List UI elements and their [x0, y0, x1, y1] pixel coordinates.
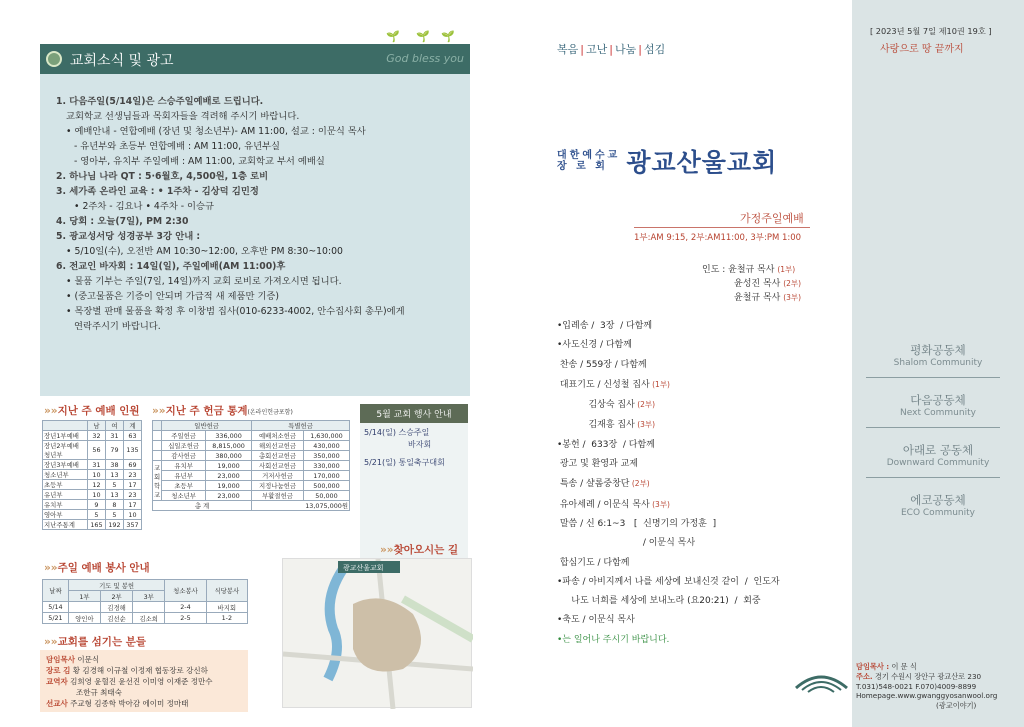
order-item [557, 317, 817, 336]
column-header: 기도 및 봉헌 [68, 580, 164, 591]
order-text: 김재흥 집사 [557, 420, 635, 431]
service-part: (3부) [783, 293, 802, 302]
servants-title: »»교회를 섬기는 분들 [44, 636, 147, 648]
divider [634, 227, 810, 228]
column-header: 청소봉사 [165, 580, 206, 602]
total-value: 13,075,000원 [252, 501, 350, 511]
table-cell [133, 602, 165, 613]
table-cell: 청소년부 [43, 470, 88, 480]
denomination-line2: 장 로 회 [557, 161, 608, 172]
tag-divider: | [580, 43, 584, 56]
order-text: 찬송 / 559장 / 다함께 [557, 359, 647, 370]
community-name: 에코공동체 [910, 493, 966, 507]
issue-date: [ 2023년 5월 7일 제10권 19호 ] [870, 26, 992, 36]
events-title: 5월 교회 행사 안내 [360, 404, 468, 423]
table-cell: 23,000 [206, 471, 252, 481]
table-cell: 사회선교헌금 [252, 461, 304, 471]
table-row [43, 613, 248, 624]
tag-divider: | [609, 43, 613, 56]
table-cell [153, 441, 162, 451]
service-part: (2부) [783, 279, 802, 288]
servant-line [46, 676, 244, 687]
table-cell: 500,000 [303, 481, 349, 491]
servant-line [46, 687, 244, 698]
order-item [557, 455, 817, 474]
table-cell: 김선순 [101, 613, 133, 624]
servant-names: 김희영 윤혈진 윤선진 이미영 이재준 정만수 [67, 677, 213, 686]
community-item [852, 492, 1024, 518]
order-text: •파송 / 아비지께서 나를 세상에 보내신것 같이 / 인도자 [557, 576, 780, 587]
church-title: 광교산울교회 [626, 148, 778, 177]
leader-name: 윤철규 목사 [734, 293, 784, 303]
table-cell: 19,000 [206, 481, 252, 491]
table-cell [153, 431, 162, 441]
total-label: 총 계 [153, 501, 252, 511]
community-item [852, 392, 1024, 418]
motto: 사랑으로 땅 끝까지 [880, 44, 964, 55]
order-item [557, 534, 817, 553]
news-line: • 예배안내 - 연합예배 (장년 및 청소년부)- AM 11:00, 설교 : 이문식 목사 [66, 126, 366, 137]
tag-divider: | [638, 43, 642, 56]
order-item [557, 436, 817, 455]
leader-line [702, 263, 801, 277]
servant-role: 교역자 [46, 677, 68, 686]
table-cell: 336,000 [206, 431, 252, 441]
community-name: 다음공동체 [910, 393, 966, 407]
table-cell: 170,000 [303, 471, 349, 481]
order-item [557, 573, 817, 592]
community-english: ECO Community [900, 508, 975, 518]
column-header: 남 [87, 421, 105, 431]
table-cell: 380,000 [206, 451, 252, 461]
servant-line [46, 698, 244, 709]
service-title: »»주일 예배 봉사 안내 [44, 562, 150, 574]
location-map[interactable] [282, 558, 472, 708]
table-cell [68, 602, 100, 613]
table-cell: 56 [87, 441, 105, 460]
news-line: • 물품 기부는 주일(7일, 14일)까지 교회 로비로 가져오시면 됩니다. [66, 276, 342, 287]
news-line: • 2주차 - 김요나 • 4주차 - 이승규 [74, 201, 215, 212]
table-cell: 1,630,000 [303, 431, 349, 441]
table-cell: 31 [105, 431, 123, 441]
table-cell: 초등부 [43, 480, 88, 490]
news-line: 연락주시기 바랍니다. [74, 321, 161, 332]
table-cell: 38 [105, 460, 123, 470]
table-row [43, 520, 142, 530]
table-cell: 8,815,000 [206, 441, 252, 451]
table-cell: 양인아 [68, 613, 100, 624]
motto-tag: 복음 [557, 43, 579, 56]
motto-tag: 고난 [585, 43, 608, 56]
table-cell: 19,000 [206, 461, 252, 471]
news-heading: 6. 전교인 바자회 : 14일(일), 주일예배(AM 11:00)후 [56, 261, 286, 272]
table-row [43, 500, 142, 510]
order-item [557, 474, 817, 494]
table-cell: 350,000 [303, 451, 349, 461]
community-english: Downward Community [886, 458, 990, 468]
servant-line [46, 665, 244, 676]
news-title: 교회소식 및 광고 [70, 53, 174, 69]
table-cell: 유치부 [162, 461, 206, 471]
table-cell: 거저사헌금 [252, 471, 304, 481]
table-cell: 총회선교헌금 [252, 451, 304, 461]
motto-tag: 섬김 [643, 43, 666, 56]
table-cell: 357 [123, 520, 141, 530]
order-item [557, 415, 817, 435]
table-cell: 12 [87, 480, 105, 490]
plant-icon [46, 51, 62, 67]
map-drawing [283, 559, 473, 709]
table-cell: 예배처소헌금 [252, 431, 304, 441]
servant-names: 황 김경해 이규철 이정재 협동장로 강신하 [70, 666, 208, 675]
table-cell: 2-5 [165, 613, 206, 624]
order-item [557, 495, 817, 515]
table-cell: 장년1부예배 [43, 431, 88, 441]
table-cell: 부활절헌금 [252, 491, 304, 501]
leader-line [702, 277, 801, 291]
table-cell: 감사헌금 [162, 451, 206, 461]
servant-role: 선교사 [46, 699, 68, 708]
servant-names: 이문식 [74, 655, 100, 664]
table-cell: 79 [105, 441, 123, 460]
column-header: 일반헌금 [162, 421, 252, 431]
table-row [43, 490, 142, 500]
news-list [56, 94, 466, 334]
events-box [360, 404, 468, 564]
column-header [153, 421, 162, 431]
leader-line [702, 291, 801, 305]
table-cell: 8 [105, 500, 123, 510]
service-part: (1부) [777, 265, 796, 274]
table-cell: 청소년부 [162, 491, 206, 501]
event-item: 5/14(일) 스승주일 [364, 428, 430, 437]
church-logo-icon [794, 664, 849, 694]
table-cell: 9 [87, 500, 105, 510]
news-heading: 3. 세가족 온라인 교육 : • 1주차 - 김상덕 김민정 [56, 186, 259, 197]
table-cell: 초등부 [162, 481, 206, 491]
news-line: • 5/10일(수), 오전반 AM 10:30~12:00, 오후반 PM 8:30~10:00 [66, 246, 343, 257]
news-heading: 1. 다음주일(5/14일)은 스승주일예배로 드립니다. [56, 96, 264, 107]
table-cell: 5 [105, 480, 123, 490]
table-row [43, 602, 248, 613]
map-label: 광교산울교회 [343, 564, 384, 572]
column-header: 특별헌금 [252, 421, 350, 431]
community-name: 평화공동체 [910, 343, 966, 357]
table-row [43, 510, 142, 520]
order-item [557, 395, 817, 415]
service-part: (2부) [634, 400, 656, 410]
order-text: 대표기도 / 신성철 집사 [557, 379, 650, 390]
order-text: •사도신경 / 다함께 [557, 340, 632, 351]
table-cell: 5 [87, 510, 105, 520]
order-text: •봉헌 / 633장 / 다함께 [557, 439, 655, 450]
table-cell: 69 [123, 460, 141, 470]
table-cell: 김소희 [133, 613, 165, 624]
service-part: (3부) [649, 499, 670, 509]
column-header [43, 421, 88, 431]
table-cell: 17 [123, 480, 141, 490]
table-cell: 17 [123, 500, 141, 510]
motto-tag: 나눔 [614, 43, 637, 56]
worship-order [557, 317, 817, 650]
table-cell: 해외선교헌금 [252, 441, 304, 451]
community-item [852, 342, 1024, 368]
table-cell: 31 [87, 460, 105, 470]
table-cell: 10 [87, 490, 105, 500]
table-cell: 교회학교 [153, 461, 162, 501]
service-part: (1부) [649, 379, 670, 389]
order-item [557, 631, 817, 650]
column-header: 1부 [68, 591, 100, 602]
sprout-icon: 🌱 [386, 30, 400, 43]
table-cell: 지난주통계 [43, 520, 88, 530]
table-cell: 23 [123, 490, 141, 500]
service-part: (2부) [629, 479, 650, 489]
community-english: Shalom Community [893, 358, 983, 368]
table-cell: 주일헌금 [162, 431, 206, 441]
table-cell: 5/14 [43, 602, 69, 613]
news-heading: 2. 하나님 나라 QT : 5·6월호, 4,500원, 1층 로비 [56, 171, 269, 182]
table-cell: 5/21 [43, 613, 69, 624]
table-cell: 192 [105, 520, 123, 530]
table-cell: 김경해 [101, 602, 133, 613]
table-cell: 유년부 [162, 471, 206, 481]
table-cell: 5 [105, 510, 123, 520]
news-line: - 영아부, 유치부 주일예배 : AM 11:00, 교회학교 부서 예배실 [74, 156, 325, 167]
map-title: »»찾아오시는 길 [380, 544, 459, 556]
offering-title: »»지난 주 헌금 통계(온라인헌금포함) [152, 405, 293, 417]
news-header [40, 30, 470, 74]
servant-names: 조한규 최태숙 [76, 688, 122, 697]
order-text: 김상숙 집사 [557, 400, 635, 411]
table-cell: 23,000 [206, 491, 252, 501]
table-cell: 330,000 [303, 461, 349, 471]
table-cell: 십일조헌금 [162, 441, 206, 451]
news-line: - 유년부와 초등부 연합예배 : AM 11:00, 유년부실 [74, 141, 281, 152]
denomination-line1: 대한예수교 [557, 150, 621, 161]
table-row [153, 491, 350, 501]
divider [866, 377, 1000, 378]
table-cell: 유치부 [43, 500, 88, 510]
order-text: 광고 및 환영과 교제 [557, 459, 638, 470]
motto-tags [557, 41, 665, 57]
news-heading: 5. 광교성서당 성경공부 3강 안내 : [56, 231, 201, 242]
order-text: / 이문식 목사 [557, 538, 696, 549]
table-row [43, 480, 142, 490]
tagline: God bless you [386, 52, 464, 65]
table-cell: 유년부 [43, 490, 88, 500]
news-line: • (중고물품은 기증이 안되며 가급적 새 제품만 기증) [66, 291, 280, 302]
order-text: 나도 너희를 세상에 보내노라 (요20:21) / 회중 [557, 596, 761, 607]
community-item [852, 442, 1024, 468]
order-text: •입례송 / 3장 / 다함께 [557, 321, 653, 331]
order-item [557, 592, 817, 611]
service-table [42, 579, 248, 624]
sprout-icon: 🌱 [416, 30, 430, 43]
table-cell: 13 [105, 470, 123, 480]
column-header: 3부 [133, 591, 165, 602]
order-item [557, 515, 817, 534]
table-cell: 23 [123, 470, 141, 480]
order-text: 말씀 / 신 6:1~3 [ 신명기의 가정훈 ] [557, 518, 717, 529]
table-cell: 영아부 [43, 510, 88, 520]
table-cell: 430,000 [303, 441, 349, 451]
leaders [702, 263, 801, 305]
column-header: 2부 [101, 591, 133, 602]
table-row [153, 431, 350, 441]
table-cell: 2-4 [165, 602, 206, 613]
table-row [153, 461, 350, 471]
order-item [557, 356, 817, 375]
servant-line [46, 654, 244, 665]
servant-role: 장로 김 [46, 666, 71, 675]
table-row [43, 460, 142, 470]
table-row [43, 431, 142, 441]
table-cell: 10 [123, 510, 141, 520]
column-header: 계 [123, 421, 141, 431]
servants-list [40, 650, 248, 712]
table-cell: 135 [123, 441, 141, 460]
table-row [153, 451, 350, 461]
table-cell: 32 [87, 431, 105, 441]
event-item: 5/21(일) 통일축구대회 [364, 458, 445, 467]
table-row [43, 441, 142, 460]
table-row [43, 470, 142, 480]
news-line: 교회학교 선생님들과 목회자들을 격려해 주시기 바랍니다. [66, 111, 300, 122]
worship-times: 1부:AM 9:15, 2부:AM11:00, 3부:PM 1:00 [634, 233, 802, 243]
table-cell [153, 451, 162, 461]
attendance-table [42, 420, 142, 530]
offering-table [152, 420, 350, 511]
table-cell: 50,000 [303, 491, 349, 501]
leader-name: 윤성진 목사 [734, 279, 784, 289]
column-header: 여 [105, 421, 123, 431]
table-cell: 165 [87, 520, 105, 530]
table-cell: 10 [87, 470, 105, 480]
order-text: •는 일어나 주시기 바랍니다. [557, 634, 670, 645]
servant-names: 주교형 김종학 박아감 에이미 정마태 [67, 699, 189, 708]
community-english: Next Community [900, 408, 976, 418]
table-cell: 장년3부예배 [43, 460, 88, 470]
table-cell: 63 [123, 431, 141, 441]
event-item: 바자회 [408, 440, 432, 449]
table-cell: 지정나눔헌금 [252, 481, 304, 491]
order-item [557, 375, 817, 395]
divider [866, 427, 1000, 428]
order-item [557, 336, 817, 355]
table-row [153, 441, 350, 451]
table-cell: 장년2부예배 청년부 [43, 441, 88, 460]
community-name: 아래로 공동체 [902, 443, 974, 457]
church-name [557, 143, 777, 179]
servant-role: 담임목사 [46, 655, 75, 664]
table-cell: 13 [105, 490, 123, 500]
news-heading: 4. 당회 : 오늘(7일), PM 2:30 [56, 216, 189, 227]
order-item [557, 554, 817, 573]
order-text: 특송 / 샬롬중창단 [557, 479, 630, 490]
divider [866, 477, 1000, 478]
column-header: 식당봉사 [206, 580, 247, 602]
worship-title: 가정주일예배 [740, 212, 804, 225]
order-text: 유아세례 / 이문식 목사 [557, 499, 650, 510]
table-cell: 1-2 [206, 613, 247, 624]
order-item [557, 611, 817, 630]
news-line: • 목장별 판매 물품을 확정 후 이창범 집사(010-6233-4002, 안수집사회 총무)에게 [66, 306, 405, 317]
attendance-title: »»지난 주 예배 인원 [44, 405, 140, 417]
service-part: (3부) [634, 420, 656, 430]
order-text: •축도 / 이문식 목사 [557, 615, 635, 626]
column-header: 날짜 [43, 580, 69, 602]
leader-name: 인도 : 윤철규 목사 [702, 265, 778, 275]
table-row [153, 481, 350, 491]
sprout-icon: 🌱 [441, 30, 455, 43]
table-cell: 바지회 [206, 602, 247, 613]
contact-info: 담임목사 : 이 문 식 주소. 경기 수원시 장안구 광교산로 230 T.031)548-0021 F.070)4009-8899 Homepage.www.gwanggyosanwool.org (광교이야기) [856, 662, 998, 711]
order-text: 합심기도 / 다함께 [557, 557, 630, 568]
table-row [153, 471, 350, 481]
